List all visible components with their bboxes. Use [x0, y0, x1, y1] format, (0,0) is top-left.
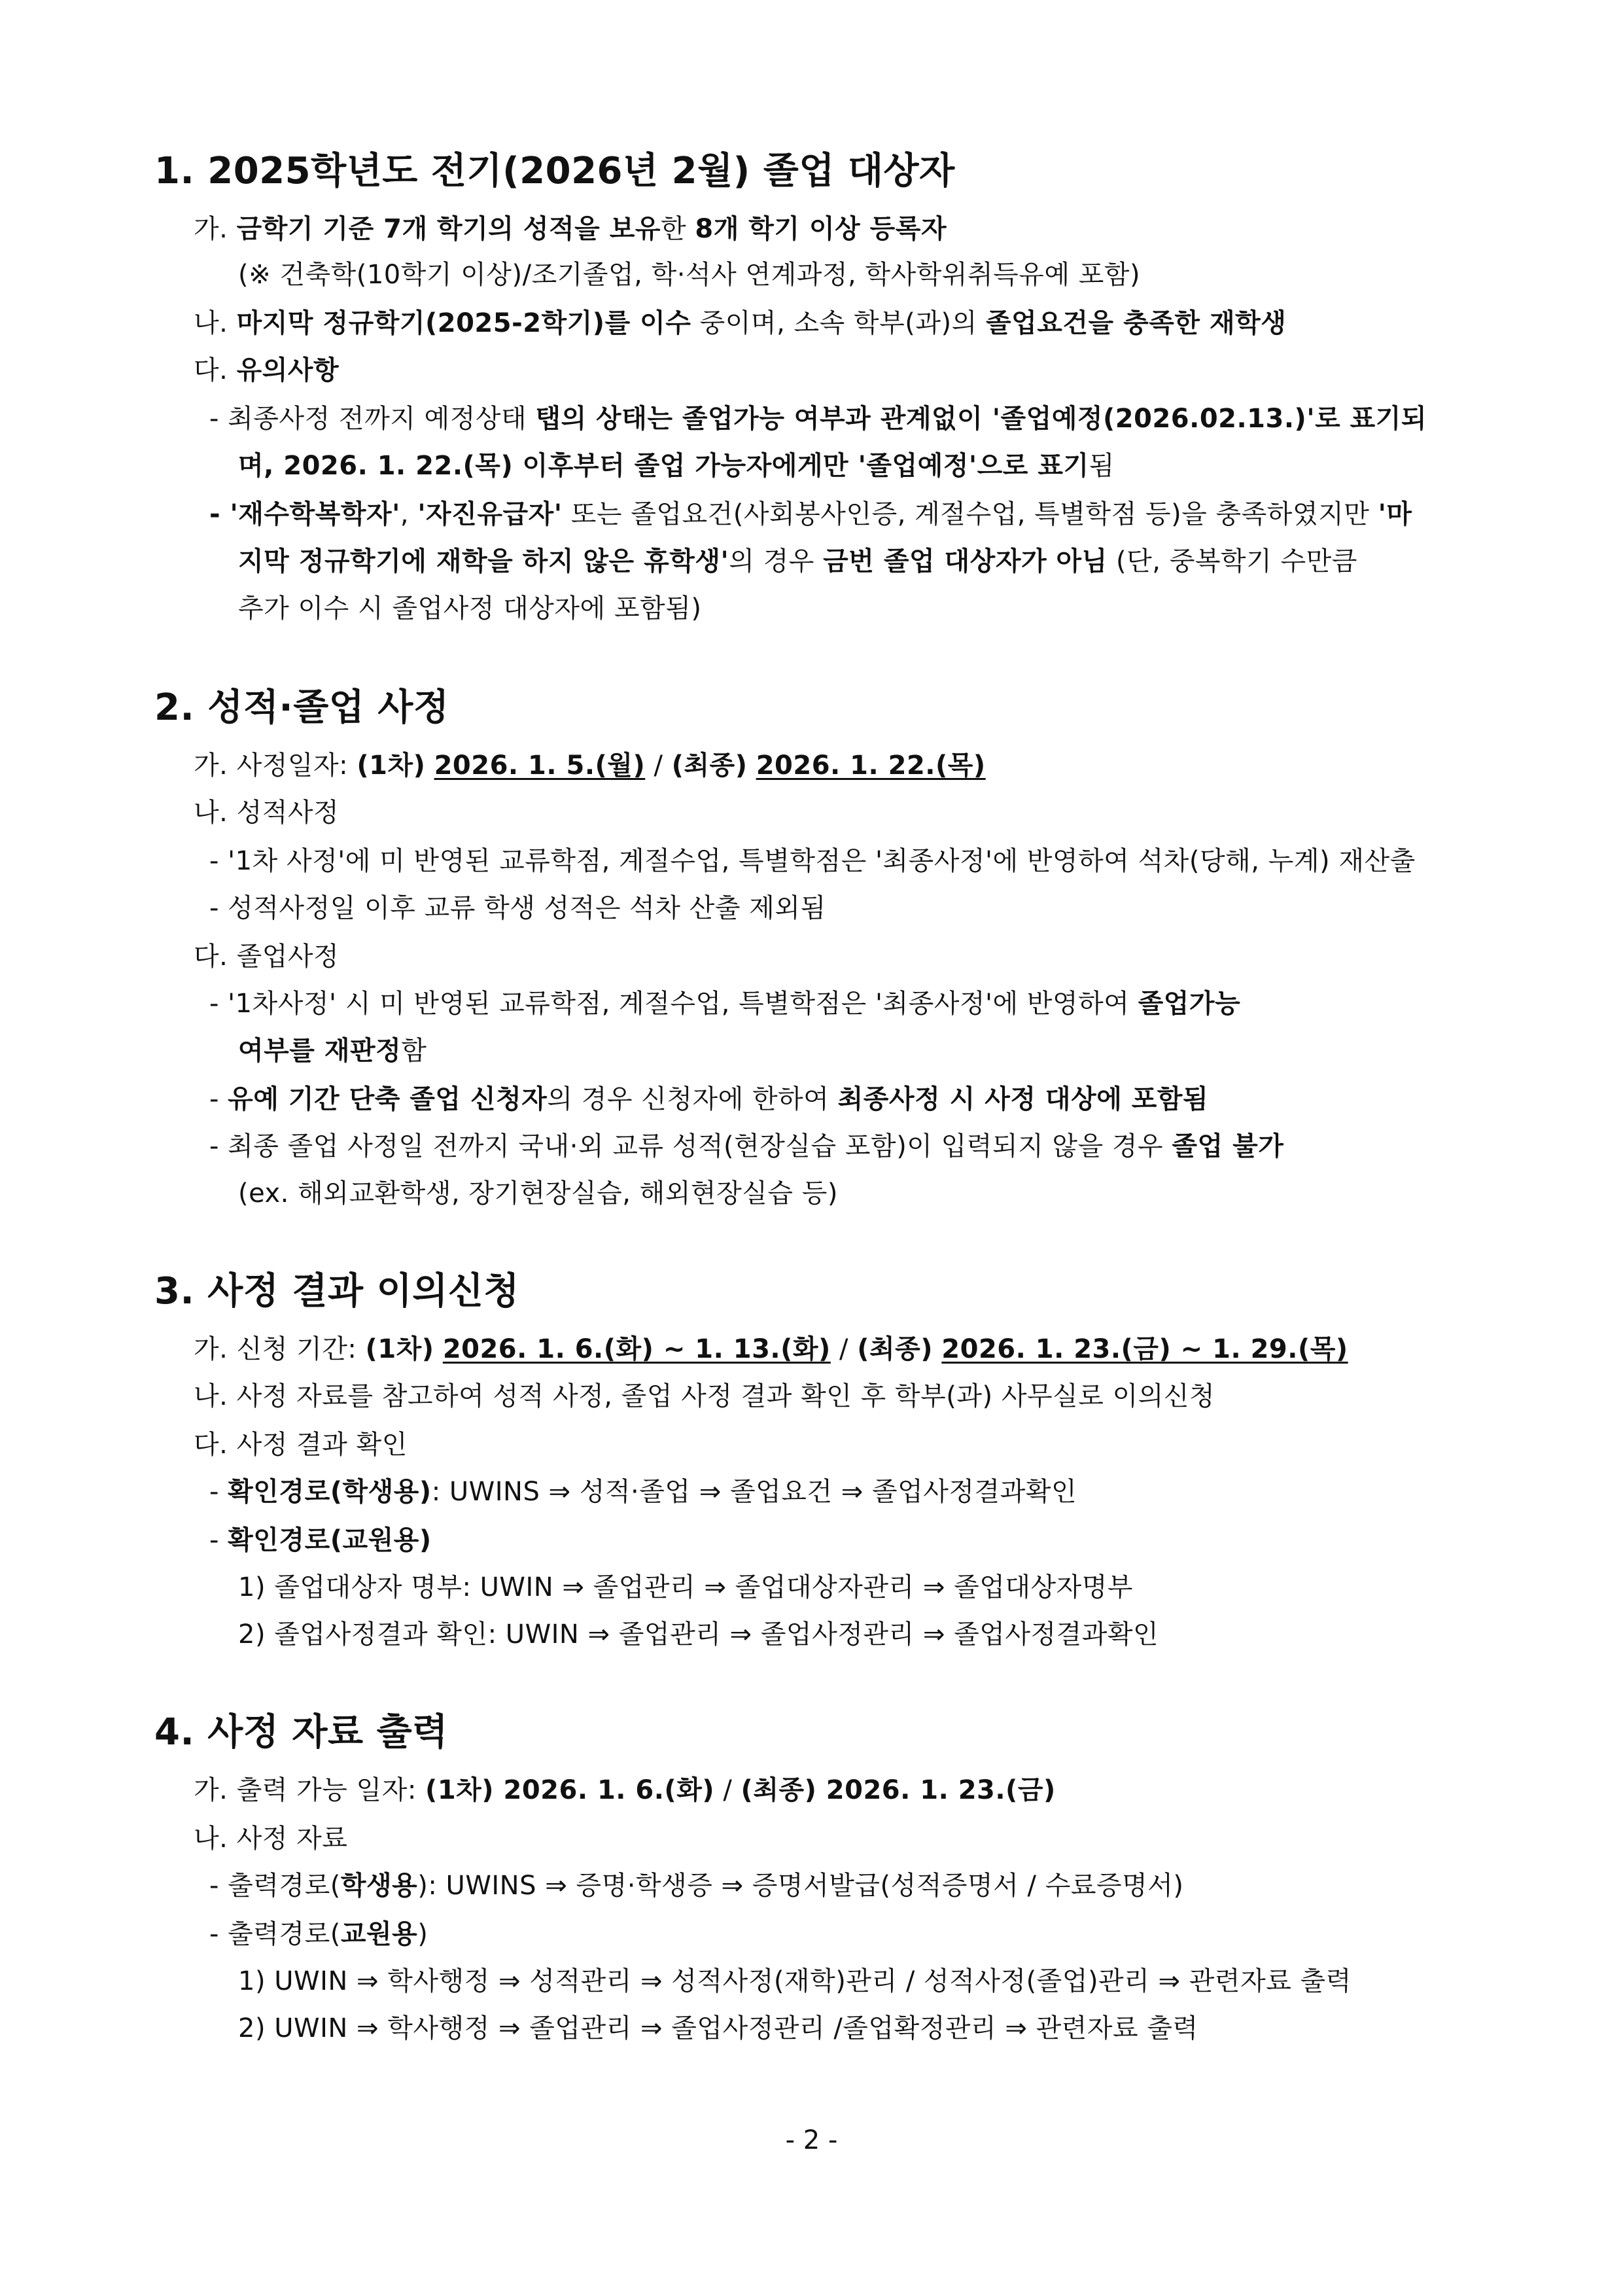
text-segment: 확인경로(학생용) [228, 1477, 432, 1507]
text-segment: (1차) [357, 751, 426, 781]
text-segment: - 최종사정 전까지 예정상태 [209, 404, 536, 434]
text-segment: '마 [1378, 499, 1412, 529]
text-segment: 1) 졸업대상자 명부: UWIN ⇒ 졸업관리 ⇒ 졸업대상자관리 ⇒ 졸업대상자명부 [238, 1572, 1134, 1602]
text-segment: 함 [401, 1036, 427, 1066]
text-segment: - [209, 499, 230, 529]
s1-line-3 [194, 352, 339, 389]
text-segment: 가. 출력 가능 일자: [194, 1775, 426, 1805]
s1-line-1 [238, 256, 1140, 293]
text-segment: / [645, 751, 672, 781]
text-segment: 됨 [1089, 451, 1115, 481]
s1-line-0 [194, 211, 947, 247]
text-segment: 가. 사정일자: [194, 751, 357, 781]
text-segment: 금번 졸업 대상자가 아님 [823, 546, 1108, 576]
s2-line-5 [209, 985, 1240, 1022]
text-segment: 중이며, 소속 학부(과)의 [691, 308, 986, 338]
s2-line-2 [209, 843, 1416, 879]
text-segment: (최종) [671, 751, 748, 781]
s4-line-1 [194, 1820, 347, 1857]
section-1-title: 1. 2025학년도 전기(2026년 2월) 졸업 대상자 [154, 150, 955, 192]
section-2-title: 2. 성적·졸업 사정 [154, 686, 449, 729]
text-segment: / [830, 1334, 858, 1364]
text-segment [747, 751, 756, 781]
text-segment: - [209, 1525, 228, 1555]
s2-line-9 [238, 1175, 838, 1212]
text-segment: 가. 신청 기간: [194, 1334, 366, 1364]
section-4-title: 4. 사정 자료 출력 [154, 1711, 448, 1754]
text-segment: 가. [194, 214, 237, 244]
text-segment: 다. [194, 355, 237, 385]
text-segment: 학생용 [340, 1871, 418, 1901]
text-segment: ) [417, 1919, 428, 1949]
text-segment: 2026. 1. 6.(화) ~ 1. 13.(화) [442, 1334, 831, 1364]
s2-line-0 [194, 747, 986, 784]
text-segment: - '1차 사정'에 미 반영된 교류학점, 계절수업, 특별학점은 '최종사정'에 반영하여 석차(당해, 누계) 재산출 [209, 846, 1416, 876]
s2-line-4 [194, 938, 339, 975]
s4-line-5 [238, 2010, 1198, 2047]
s4-line-4 [238, 1963, 1352, 2000]
text-segment: 유의사항 [236, 355, 340, 385]
text-segment: 8개 학기 이상 등록자 [695, 214, 947, 244]
text-segment: 추가 이수 시 졸업사정 대상자에 포함됨) [238, 593, 702, 624]
s4-line-0 [194, 1772, 1056, 1809]
text-segment: 여부를 재판정 [238, 1036, 402, 1066]
text-segment: 탭의 상태는 졸업가능 여부과 관계없이 '졸업예정(2026.02.13.)'로 표기되 [535, 404, 1427, 434]
text-segment: (1차) [365, 1334, 434, 1364]
text-segment: 교원용 [340, 1919, 418, 1949]
text-segment: 또는 졸업요건(사회봉사인증, 계절수업, 특별학점 등)을 충족하였지만 [562, 499, 1378, 529]
text-segment: 졸업가능 [1138, 989, 1241, 1019]
text-segment: 금학기 기준 7개 학기의 성적을 보유 [236, 214, 661, 244]
text-segment: 2) 졸업사정결과 확인: UWIN ⇒ 졸업관리 ⇒ 졸업사정관리 ⇒ 졸업사정결과확인 [238, 1619, 1159, 1650]
page-number: - 2 - [785, 2125, 838, 2155]
s3-line-4 [209, 1522, 432, 1559]
s4-line-2 [209, 1867, 1184, 1904]
text-segment: 졸업 불가 [1172, 1131, 1284, 1161]
text-segment: 한 [661, 214, 695, 244]
text-segment: 최종사정 시 사정 대상에 포함됨 [837, 1084, 1209, 1114]
text-segment: , [400, 499, 418, 529]
text-segment: 마지막 정규학기(2025-2학기)를 이수 [236, 308, 691, 338]
text-segment: (※ 건축학(10학기 이상)/조기졸업, 학·석사 연계과정, 학사학위취득유예 포함) [238, 260, 1141, 290]
text-segment: - [209, 1084, 228, 1114]
s3-line-6 [238, 1616, 1159, 1653]
text-segment: - 출력경로( [209, 1871, 341, 1901]
text-segment: '자진유급자' [417, 499, 563, 529]
text-segment: 의 경우 신청자에 한하여 [547, 1084, 838, 1114]
s2-line-8 [209, 1128, 1283, 1165]
s3-line-2 [194, 1426, 408, 1463]
text-segment: (ex. 해외교환학생, 장기현장실습, 해외현장실습 등) [238, 1178, 838, 1209]
text-segment: 다. 사정 결과 확인 [194, 1430, 408, 1460]
text-segment: : UWINS ⇒ 성적·졸업 ⇒ 졸업요건 ⇒ 졸업사정결과확인 [431, 1477, 1077, 1507]
s1-line-8 [238, 590, 701, 627]
s2-line-7 [209, 1081, 1208, 1118]
text-segment: (1차) 2026. 1. 6.(화) [425, 1775, 715, 1805]
text-segment: 1) UWIN ⇒ 학사행정 ⇒ 성적관리 ⇒ 성적사정(재학)관리 / 성적사정(졸업)관리 ⇒ 관련자료 출력 [238, 1966, 1352, 1996]
s3-line-0 [194, 1331, 1348, 1368]
text-segment: - 출력경로( [209, 1919, 341, 1949]
text-segment: / [714, 1775, 741, 1805]
text-segment: 2026. 1. 22.(목) [756, 751, 986, 781]
s1-line-5 [238, 448, 1115, 484]
s1-line-7 [238, 543, 1357, 580]
text-segment: 지막 정규학기에 재학을 하지 않은 휴학생' [238, 546, 729, 576]
s3-line-5 [238, 1569, 1133, 1606]
s2-line-3 [209, 890, 826, 927]
text-segment: 2) UWIN ⇒ 학사행정 ⇒ 졸업관리 ⇒ 졸업사정관리 /졸업확정관리 ⇒ 관련자료 출력 [238, 2013, 1198, 2043]
s1-line-2 [194, 305, 1286, 342]
text-segment: - 성적사정일 이후 교류 학생 성적은 석차 산출 제외됨 [209, 893, 826, 923]
text-segment [933, 1334, 941, 1364]
text-segment: (최종) [857, 1334, 934, 1364]
text-segment: 나. 사정 자료를 참고하여 성적 사정, 졸업 사정 결과 확인 후 학부(과) 사무실로 이의신청 [194, 1381, 1215, 1411]
text-segment: - 최종 졸업 사정일 전까지 국내·외 교류 성적(현장실습 포함)이 입력되지 않을 경우 [209, 1131, 1172, 1161]
s3-line-1 [194, 1378, 1215, 1415]
text-segment: 2026. 1. 23.(금) ~ 1. 29.(목) [941, 1334, 1348, 1364]
text-segment: - '1차사정' 시 미 반영된 교류학점, 계절수업, 특별학점은 '최종사정'에 반영하여 [209, 989, 1138, 1019]
s1-line-6 [209, 496, 1412, 533]
text-segment: 나. 사정 자료 [194, 1824, 348, 1854]
text-segment: 확인경로(교원용) [228, 1525, 432, 1555]
text-segment: 의 경우 [729, 546, 824, 576]
text-segment: 다. 졸업사정 [194, 942, 340, 972]
text-segment [425, 751, 434, 781]
text-segment: '재수학복학자' [230, 499, 400, 529]
s4-line-3 [209, 1916, 428, 1952]
text-segment: (단, 중복학기 수만큼 [1107, 546, 1357, 576]
text-segment: (최종) 2026. 1. 23.(금) [741, 1775, 1056, 1805]
text-segment [434, 1334, 443, 1364]
section-3-title: 3. 사정 결과 이의신청 [154, 1270, 519, 1313]
text-segment: 나. [194, 308, 237, 338]
s3-line-3 [209, 1474, 1077, 1510]
text-segment: ): UWINS ⇒ 증명·학생증 ⇒ 증명서발급(성적증명서 / 수료증명서) [417, 1871, 1184, 1901]
s2-line-1 [194, 794, 339, 831]
text-segment: 졸업요건을 충족한 재학생 [985, 308, 1287, 338]
text-segment: - [209, 1477, 228, 1507]
text-segment: 유예 기간 단축 졸업 신청자 [228, 1084, 548, 1114]
text-segment: 며, 2026. 1. 22.(목) 이후부터 졸업 가능자에게만 '졸업예정'으로 표기 [238, 451, 1089, 481]
s2-line-6 [238, 1033, 427, 1069]
s1-line-4 [209, 400, 1427, 437]
text-segment: 나. 성적사정 [194, 798, 340, 828]
text-segment: 2026. 1. 5.(월) [434, 751, 646, 781]
